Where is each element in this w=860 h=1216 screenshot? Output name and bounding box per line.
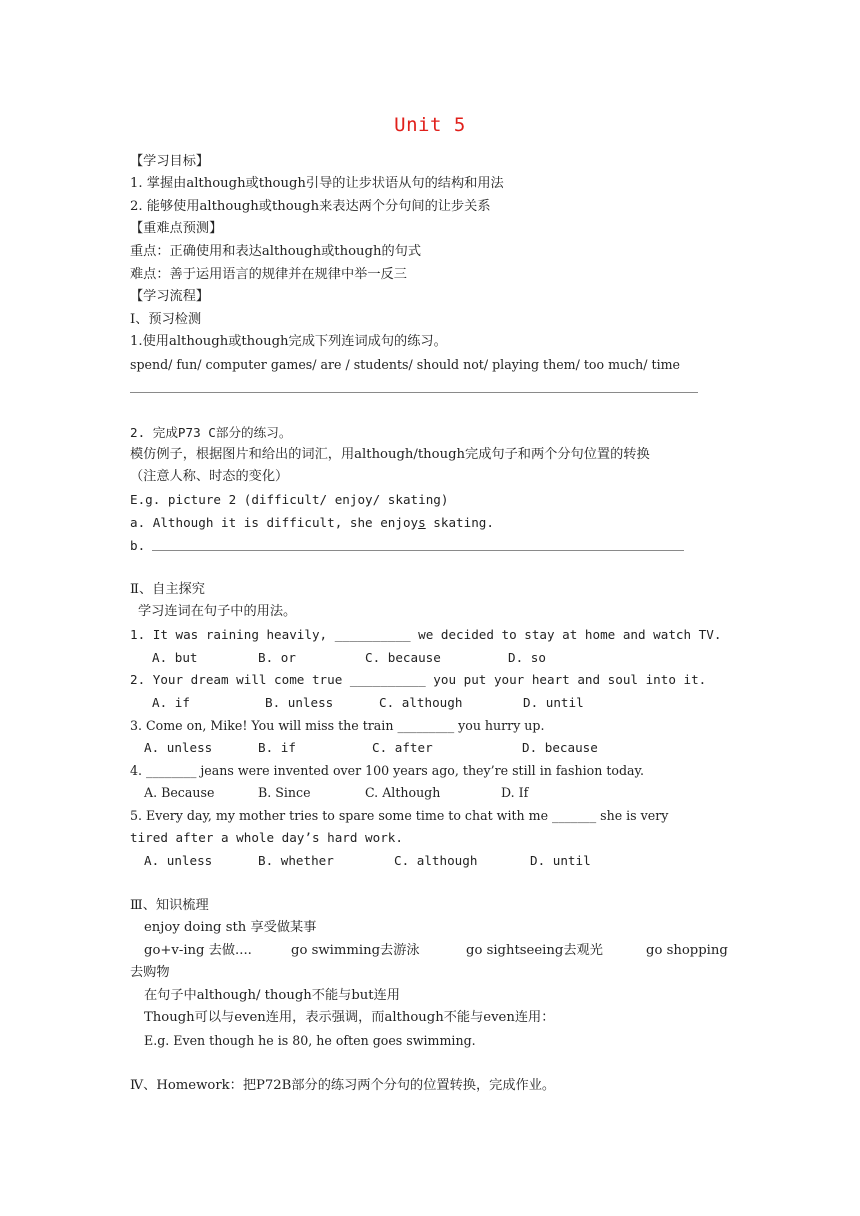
task1-words: spend/ fun/ computer games/ are / students/ should not/ playing them/ too much/ time — [130, 357, 681, 372]
key-header: 【重难点预测】 — [130, 221, 223, 236]
question-1-option-c: C. because — [365, 650, 441, 665]
question-4-option-b: B. Since — [258, 785, 311, 800]
part3-header: Ⅲ、知识梳理 — [130, 898, 209, 913]
part3-line-3: 在句子中although/ though不能与but连用 — [144, 988, 400, 1003]
part3-line-2b: go swimming去游泳 — [291, 943, 420, 958]
question-3-option-c: C. after — [372, 740, 433, 755]
question-2-option-c: C. although — [379, 695, 463, 710]
question-2-stem: 2. Your dream will come true __________ you put your heart and soul into it. — [130, 672, 707, 687]
question-5-option-a: A. unless — [144, 853, 213, 868]
example-b-label: b. — [130, 538, 146, 553]
example-a — [130, 514, 494, 532]
question-1-option-b: B. or — [258, 650, 296, 665]
question-3-option-d: D. because — [522, 740, 598, 755]
example-a-underlined: s — [418, 515, 426, 530]
example-label: E.g. picture 2 (difficult/ enjoy/ skating) — [130, 492, 449, 507]
question-3-option-a: A. unless — [144, 740, 213, 755]
part3-line-1: enjoy doing sth 享受做某事 — [144, 920, 317, 935]
question-4-option-d: D. If — [501, 785, 529, 800]
example-a-suffix: skating. — [425, 515, 494, 530]
question-5-option-c: C. although — [394, 853, 478, 868]
example-a-prefix: a. Although it is difficult, she enjoy — [130, 515, 419, 530]
part1-header: Ⅰ、预习检测 — [130, 312, 202, 327]
goal-item-1: 1. 掌握由although或though引导的让步状语从句的结构和用法 — [130, 176, 504, 191]
task2-note: （注意人称、时态的变化） — [130, 469, 289, 484]
part2-intro: 学习连词在句子中的用法。 — [138, 604, 297, 619]
question-2-option-d: D. until — [523, 695, 584, 710]
question-2-option-b: B. unless — [265, 695, 334, 710]
part2-header: Ⅱ、自主探究 — [130, 582, 205, 597]
question-5-stem-cont: tired after a whole day’s hard work. — [130, 830, 403, 845]
answer-line-1 — [130, 392, 698, 393]
key-point: 重点：正确使用和表达although或though的句式 — [130, 244, 422, 259]
part3-line-2c: go sightseeing去观光 — [466, 943, 603, 958]
task2-title: 2. 完成P73 C部分的练习。 — [130, 425, 292, 440]
question-1-option-d: D. so — [508, 650, 546, 665]
part3-line-2a: go+v-ing 去做.... — [144, 943, 252, 958]
part3-line-5: E.g. Even though he is 80, he often goes swimming. — [144, 1033, 476, 1048]
task2-instruction: 模仿例子，根据图片和给出的词汇，用although/though完成句子和两个分句位置的转换 — [130, 447, 650, 462]
homework-line: Ⅳ、Homework：把P72B部分的练习两个分句的位置转换，完成作业。 — [130, 1078, 556, 1093]
goal-item-2: 2. 能够使用although或though来表达两个分句间的让步关系 — [130, 199, 491, 214]
question-4-stem: 4. ________ jeans were invented over 100 years ago, they’re still in fashion today. — [130, 763, 644, 778]
goals-header: 【学习目标】 — [130, 154, 210, 169]
question-1-stem: 1. It was raining heavily, __________ we decided to stay at home and watch TV. — [130, 627, 722, 642]
question-3-stem: 3. Come on, Mike! You will miss the train _________ you hurry up. — [130, 718, 545, 733]
task1-title: 1.使用although或though完成下列连词成句的练习。 — [130, 334, 447, 349]
question-1-option-a: A. but — [152, 650, 198, 665]
part3-line-4: Though可以与even连用，表示强调，而although不能与even连用： — [144, 1010, 555, 1025]
question-4-option-c: C. Although — [365, 785, 441, 800]
part3-line-2d: go shopping — [646, 943, 728, 958]
question-2-option-a: A. if — [152, 695, 190, 710]
question-5-option-d: D. until — [530, 853, 591, 868]
difficulty-point: 难点：善于运用语言的规律并在规律中举一反三 — [130, 267, 407, 282]
question-5-stem: 5. Every day, my mother tries to spare some time to chat with me _______ she is very — [130, 808, 669, 823]
question-4-option-a: A. Because — [144, 785, 215, 800]
part3-line-2e: 去购物 — [130, 965, 170, 980]
page-title: Unit 5 — [394, 114, 466, 136]
question-5-option-b: B. whether — [258, 853, 334, 868]
question-3-option-b: B. if — [258, 740, 296, 755]
answer-line-2 — [152, 550, 684, 551]
flow-header: 【学习流程】 — [130, 289, 210, 304]
